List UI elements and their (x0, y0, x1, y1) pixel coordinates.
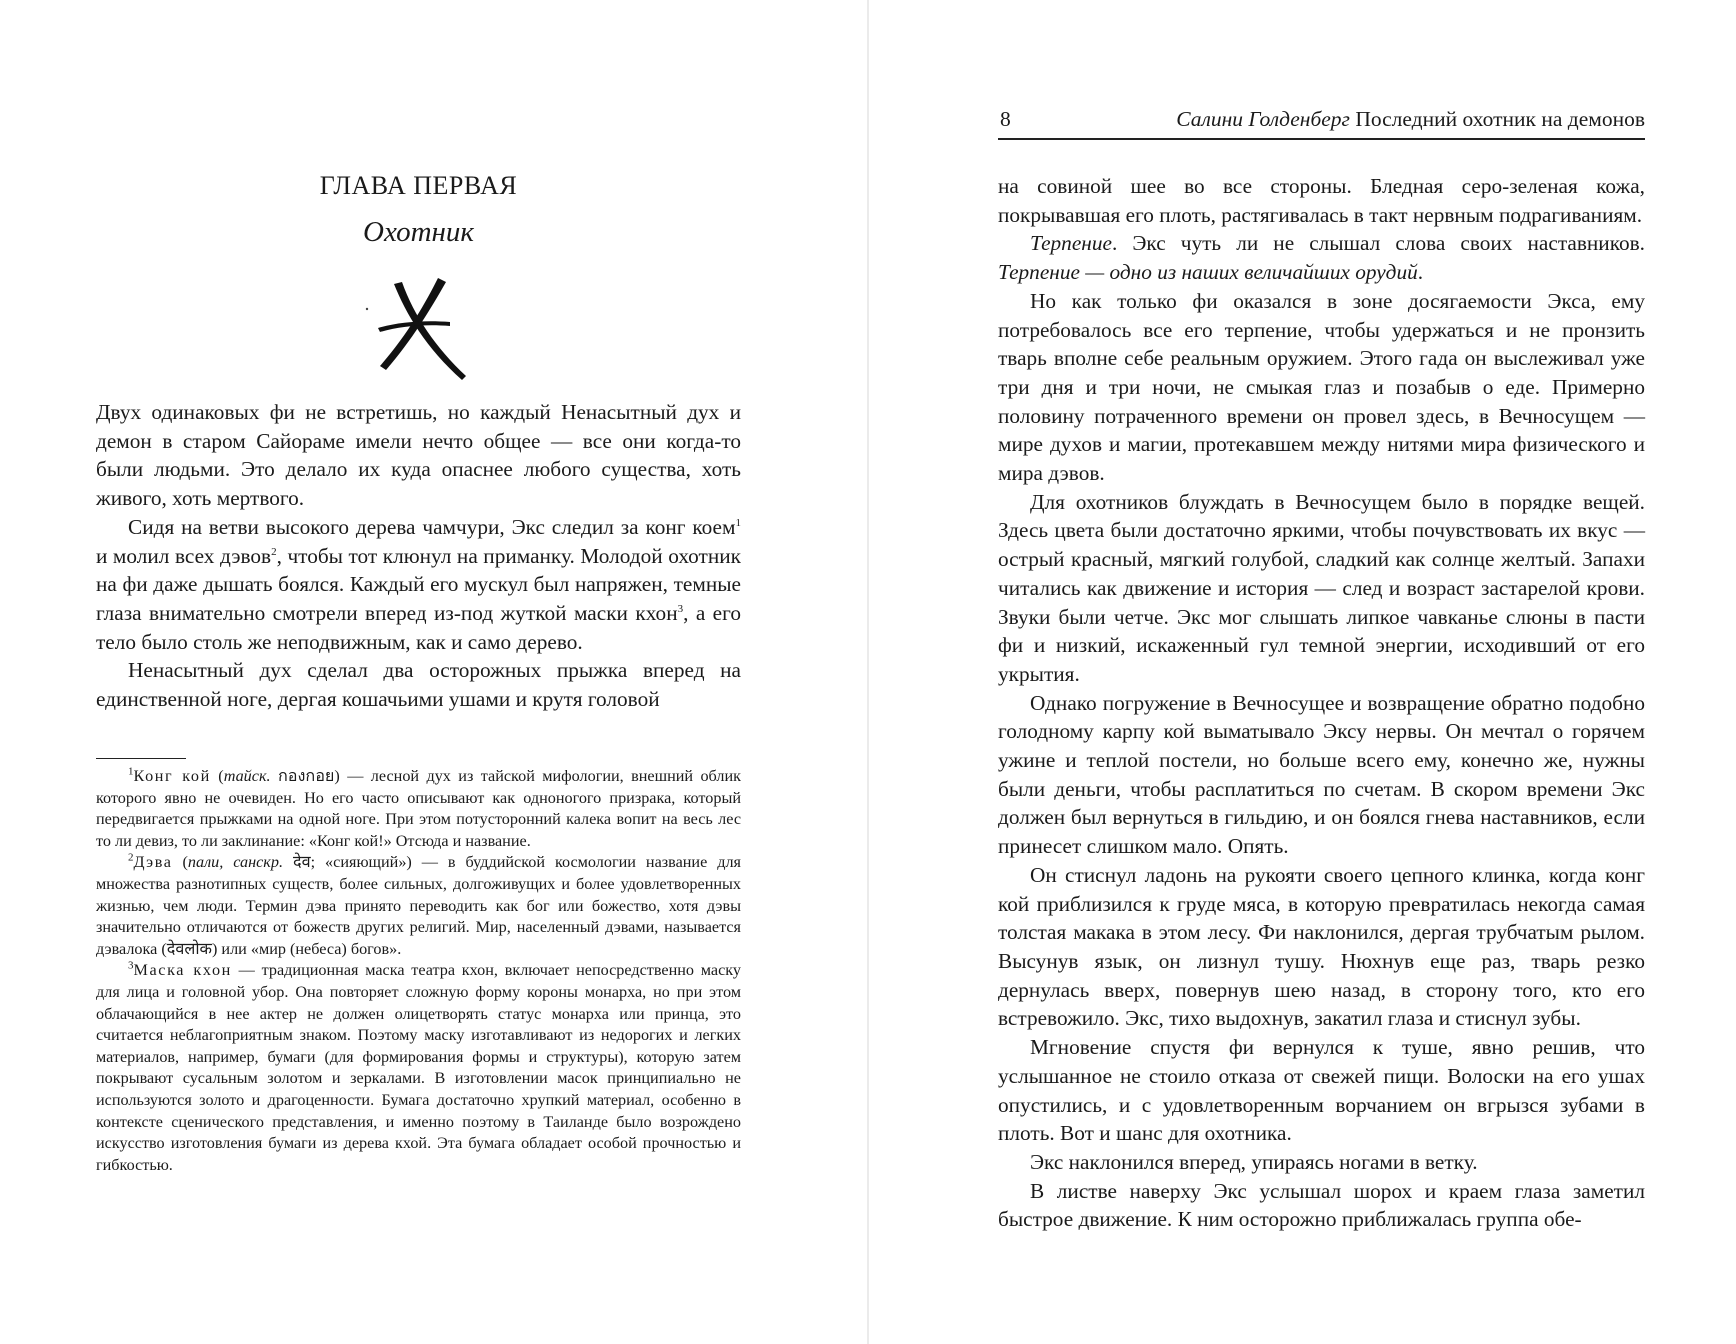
paragraph: Двух одинаковых фи не встретишь, но каждый Ненасытный дух и демон в старом Сайораме имели нечто общее — все они когда-то были людьми. Это делало их куда опаснее любого существа, хоть живого, хоть мертвого. (96, 400, 741, 511)
author-name: Салини Голденберг (1176, 107, 1350, 131)
right-body-text (998, 172, 1645, 1234)
footnotes (96, 766, 741, 1176)
paragraph: Однако погружение в Вечносущее и возвращение обратно подобно голодному карпу кой выматывало Эксу нервы. Он мечтал о горячем ужине и теплой постели, но больше всего ему, конечно же, нужны были деньги, чтобы расплатиться по счетам. В скором времени Экс должен был вернуться в гильдию, и он боялся гнева наставников, если принесет слишком мало. Опять. (998, 690, 1645, 859)
paragraph: В листве наверху Экс услышал шорох и краем глаза заметил быстрое движение. К ним осторожно приближалась группа обе- (998, 1178, 1645, 1232)
paragraph: Ненасытный дух сделал два осторожных прыжка вперед на единственной ноге, дергая кошачьими ушами и крутя головой (96, 658, 741, 712)
right-page (998, 0, 1645, 1344)
chapter-heading (96, 168, 741, 384)
footnote-ref: 1 (735, 516, 741, 529)
paragraph: Сидя на ветви высокого дерева чамчури, Экс следил за конг коем$^1$ и молил всех дэвов$^2$, чтобы тот клюнул на приманку. Молодой охотник на фи даже дышать боялся. Каждый его мускул был напряжен, темные глаза внимательно смотрели вперед из-под жуткой маски кхон$^3$, а его тело было столь же неподвижным, как и само дерево. (96, 514, 741, 654)
book-title: Последний охотник на демонов (1355, 107, 1645, 131)
left-body-text (96, 398, 741, 714)
paragraph: Он стиснул ладонь на рукояти своего цепного клинка, когда конг кой приблизился к груде мяса, в которую превратилась некогда самая толстая макака в этом лесу. Фи наклонился, дергая трубчатым рылом. Высунув язык, он лизнул тушу. Нюхнув еще раз, тварь резко дернулась вверх, повернув шею назад, в сторону того, кто его встревожило. Экс, тихо выдохнув, закатил глаза и стиснул зубы. (998, 862, 1645, 1031)
footnote: $^3$Маска кхон — традиционная маска театра кхон, включает непосредственно маску для лица и головной убор. Она повторяет сложную форму короны монарха, но при этом облачающийся в нее актер не должен олицетворять статус монарха или принца, это считается неблагоприятным знаком. Поэтому маску изготавливают из недорогих и легких материалов, например, бумаги (для формирования формы и структуры), которую затем покрывают сусальным золотом и зеркалами. В изготовлении масок принципиально не используются золото и драгоценности. Бумага достаточно хрупкий материал, особенно в контексте сценического представления, и именно поэтому в Таиланде было возрождено искусство изготовления бумаги из дерева кхой. Эта бумага обладает особой прочностью и гибкостью. (96, 959, 741, 1174)
paragraph: Терпение. Экс чуть ли не слышал слова своих наставников. Терпение — одно из наших величайших орудий. (998, 231, 1645, 285)
footnote-ref: 3 (677, 602, 684, 615)
left-page (96, 0, 741, 1344)
page-number: 8 (1000, 107, 1011, 131)
footnote-ref: 2 (271, 545, 277, 558)
header-rule (998, 138, 1645, 140)
footnote: $^1$Конг кой (тайск. กองกอย) — лесной дух из тайской мифологии, внешний облик которого явно не очевиден. Но его часто описывают как одноногого призрака, который передвигается прыжками на одной ноге. При этом потусторонний калека вопит на весь лес то ли девиз, то ли заклинание: «Конг кой!» Отсюда и название. (96, 765, 741, 850)
page-fold (867, 0, 869, 1344)
paragraph: Для охотников блуждать в Вечносущем было в порядке вещей. Здесь цвета были достаточно яркими, чтобы почувствовать их вкус — острый красный, мягкий голубой, сладкий как солнце желтый. Запахи читались как движение и история — след и возраст застарелой крови. Звуки были четче. Экс мог слышать липкое чавканье слюны в пасти фи и низкий, искаженный гул темной энергии, исходивший от его укрытия. (998, 489, 1645, 686)
paragraph: на совиной шее во все стороны. Бледная серо-зеленая кожа, покрывавшая его плоть, растягивалась в такт нервным подрагиваниям. (998, 174, 1645, 227)
footnote: $^2$Дэва (пали, санскр. देव; «сияющий») — в буддийской космологии название для множества разнотипных существ, более сильных, долгоживущих и более удовлетворенных жизнью, чем люди. Термин дэва принято переводить как бог или божество, хотя дэвы значительно отличаются от божеств других религий. Мир, населенный дэвами, называется дэвалока (देवलोक) или «мир (небеса) богов». (96, 851, 741, 958)
brush-x-mark-icon (364, 274, 474, 384)
footnote-divider (96, 758, 186, 759)
running-head (998, 104, 1645, 134)
chapter-subtitle: Охотник (363, 216, 474, 248)
chapter-title: ГЛАВА ПЕРВАЯ (319, 171, 518, 200)
running-title (1176, 104, 1645, 134)
paragraph: Экс наклонился вперед, упираясь ногами в ветку. (1030, 1149, 1478, 1174)
paragraph: Мгновение спустя фи вернулся к туше, явно решив, что услышанное не стоило отказа от свежей пищи. Волоски на его ушах опустились, и с удовлетворенным ворчанием он вгрызся зубами в плоть. Вот и шанс для охотника. (998, 1035, 1645, 1146)
paragraph: Но как только фи оказался в зоне досягаемости Экса, ему потребовалось все его терпение, чтобы удержаться и не пронзить тварь вполне себе реальным оружием. Этого гада он выслеживал уже три дня и три ночи, не смыкая глаз и позабыв о еде. Примерно половину потраченного времени он провел здесь, в Вечносущем — мире духов и магии, протекавшем между нитями мира физического и мира дэвов. (998, 288, 1645, 486)
